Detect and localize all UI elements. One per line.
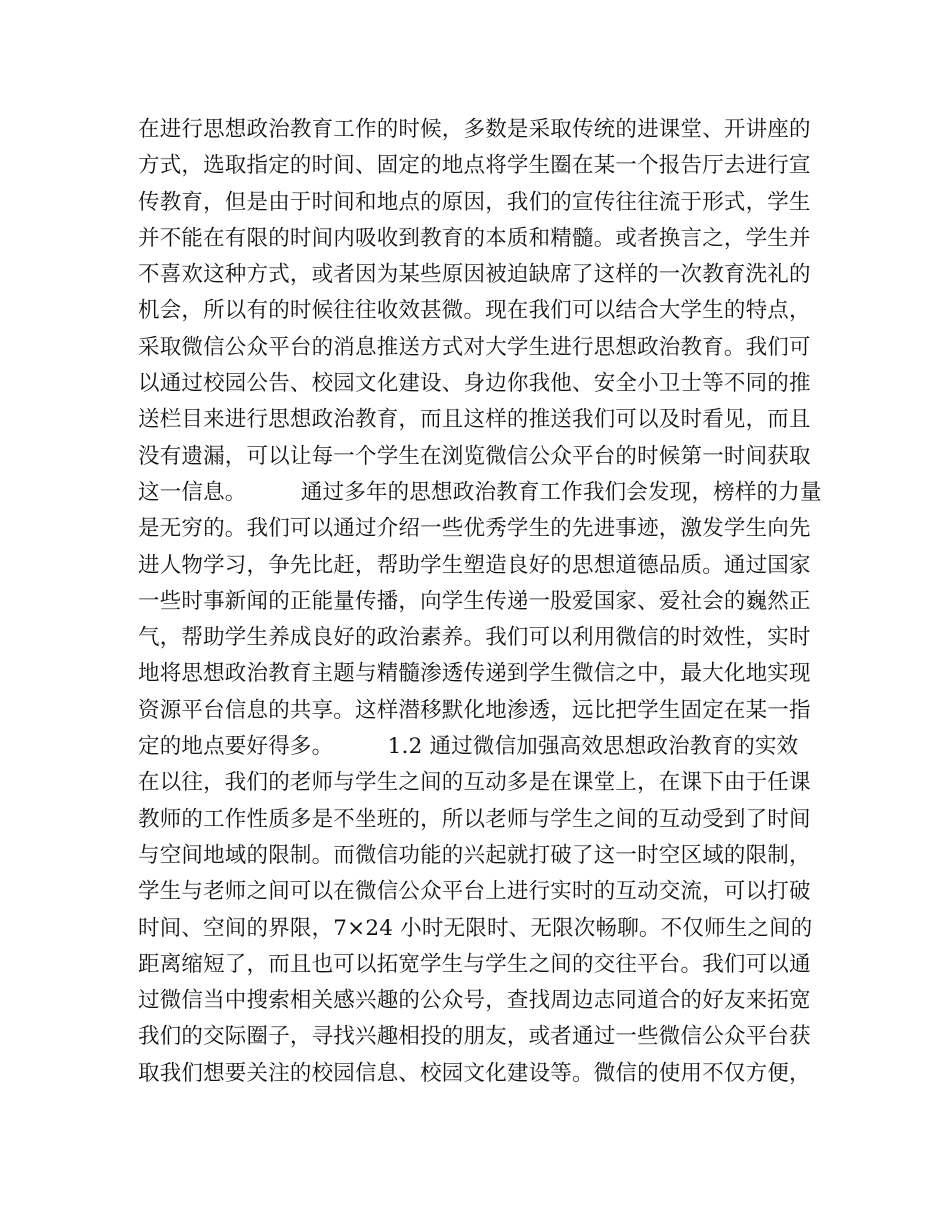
text-line: 地将思想政治教育主题与精髓渗透传递到学生微信之中，最大化地实现	[138, 661, 811, 687]
text-line: 时间、空间的界限，7×24 小时无限时、无限次畅聊。不仅师生之间的	[138, 915, 813, 941]
text-line: 一些时事新闻的正能量传播，向学生传递一股爱国家、爱社会的巍然正	[138, 588, 811, 614]
text-line: 资源平台信息的共享。这样潜移默化地渗透，远比把学生固定在某一指	[138, 697, 811, 723]
text-line: 机会，所以有的时候往往收效甚微。现在我们可以结合大学生的特点，	[138, 298, 811, 324]
text-line: 送栏目来进行思想政治教育，而且这样的推送我们可以及时看见，而且	[138, 407, 811, 433]
text-line: 没有遗漏，可以让每一个学生在浏览微信公众平台的时候第一时间获取	[138, 443, 811, 469]
text-line: 教师的工作性质多是不坐班的，所以老师与学生之间的互动受到了时间	[138, 806, 811, 832]
text-line: 过微信当中搜索相关感兴趣的公众号，查找周边志同道合的好友来拓宽	[138, 988, 811, 1014]
text-line: 在进行思想政治教育工作的时候，多数是采取传统的进课堂、开讲座的	[138, 117, 811, 142]
text-line: 采取微信公众平台的消息推送方式对大学生进行思想政治教育。我们可	[138, 334, 811, 360]
text-line: 气，帮助学生养成良好的政治素养。我们可以利用微信的时效性，实时	[138, 625, 811, 651]
text-line: 进人物学习，争先比赶，帮助学生塑造良好的思想道德品质。通过国家	[138, 552, 811, 578]
text-line: 距离缩短了，而且也可以拓宽学生与学生之间的交往平台。我们可以通	[138, 951, 811, 977]
text-line: 与空间地域的限制。而微信功能的兴起就打破了这一时空区域的限制，	[138, 842, 811, 868]
text-line: 并不能在有限的时间内吸收到教育的本质和精髓。或者换言之，学生并	[138, 225, 811, 251]
text-line: 这一信息。 通过多年的思想政治教育工作我们会发现，榜样的力量	[138, 479, 822, 505]
body-text	[138, 112, 822, 1092]
text-line: 以通过校园公告、校园文化建设、身边你我他、安全小卫士等不同的推	[138, 371, 811, 397]
text-line: 我们的交际圈子，寻找兴趣相投的朋友，或者通过一些微信公众平台获	[138, 1024, 811, 1050]
text-line: 定的地点要好得多。 1.2 通过微信加强高效思想政治教育的实效	[138, 734, 799, 760]
text-line: 在以往，我们的老师与学生之间的互动多是在课堂上，在课下由于任课	[138, 770, 811, 796]
text-line: 取我们想要关注的校园信息、校园文化建设等。微信的使用不仅方便，	[138, 1060, 811, 1086]
text-line: 传教育，但是由于时间和地点的原因，我们的宣传往往流于形式，学生	[138, 189, 811, 215]
text-line: 是无穷的。我们可以通过介绍一些优秀学生的先进事迹，激发学生向先	[138, 516, 811, 542]
text-line: 学生与老师之间可以在微信公众平台上进行实时的互动交流，可以打破	[138, 879, 811, 905]
text-line: 不喜欢这种方式，或者因为某些原因被迫缺席了这样的一次教育洗礼的	[138, 262, 811, 288]
text-line: 方式，选取指定的时间、固定的地点将学生圈在某一个报告厅去进行宣	[138, 153, 811, 179]
